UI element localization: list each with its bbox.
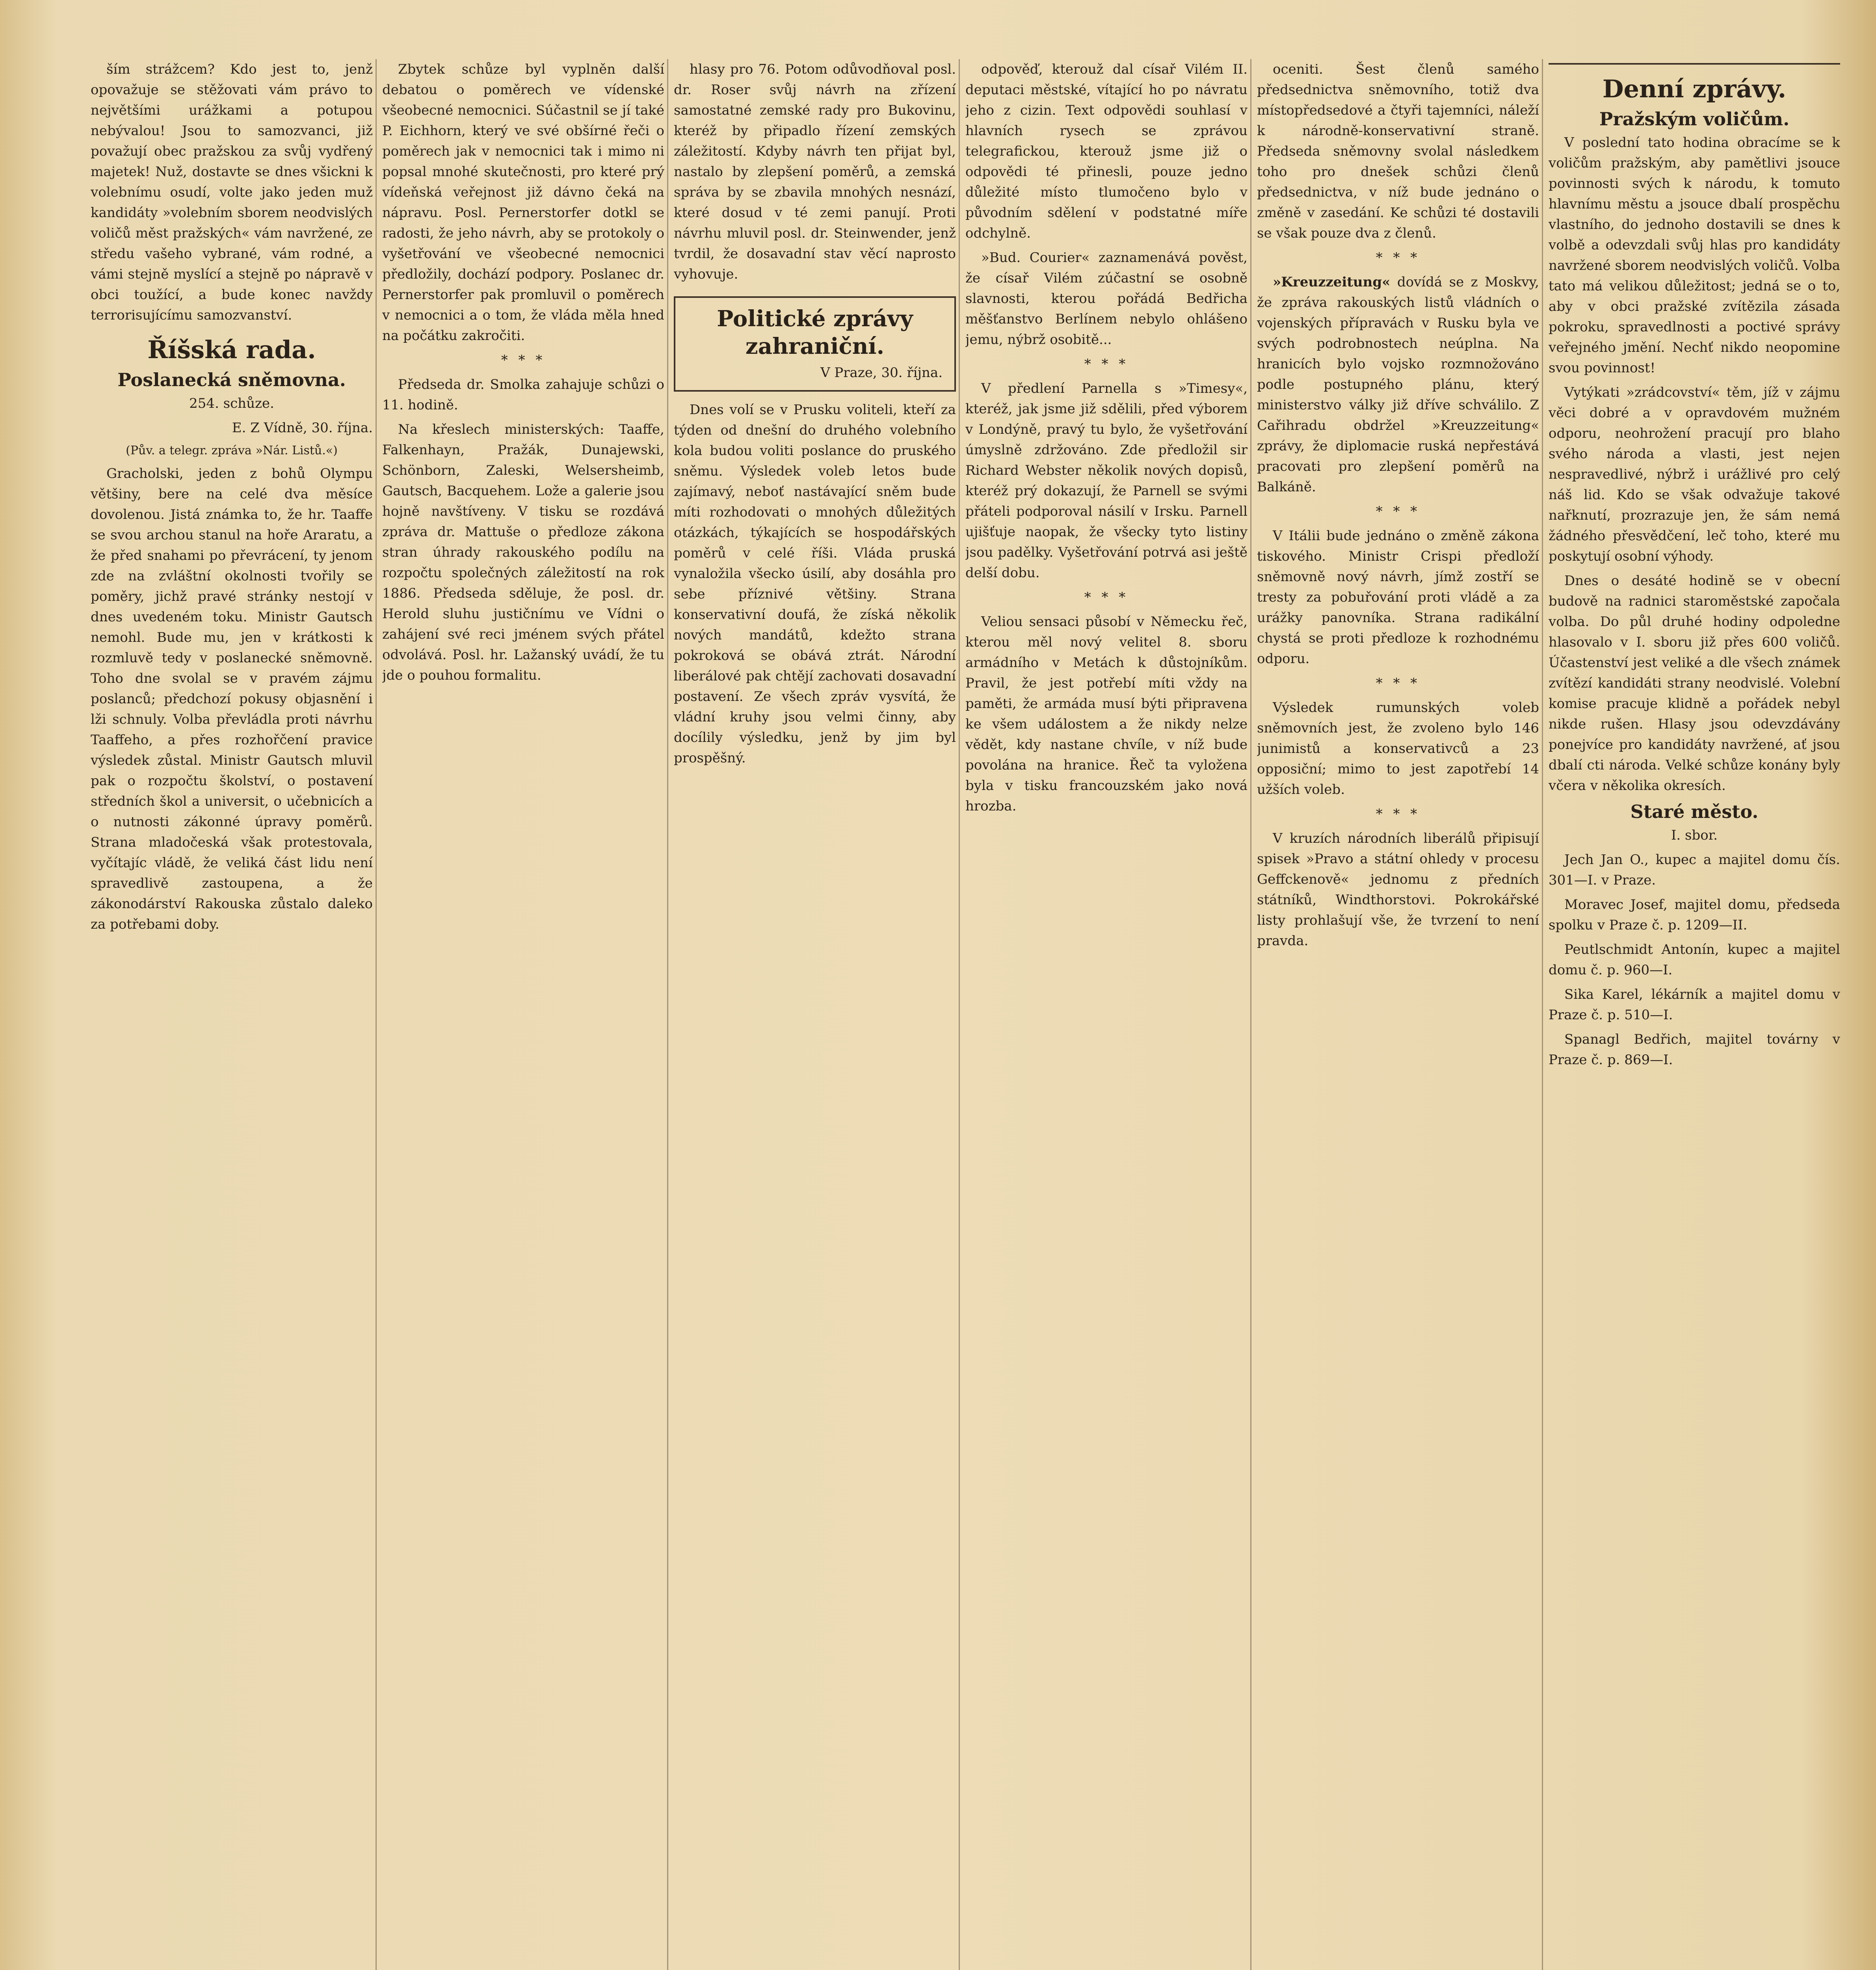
article-text: Vytýkati »zrádcovství« těm, jíž v zájmu věci dobré a v opravdovém mužném odporu, neohrožení pracují pro blaho svého národa a vlasti, jest nejen nespravedlivé, nýbrž i urážlivé pro celý náš lid. Kdo se však odvažuje takové nařknutí, prozrazuje jen, že sám nemá žádného přesvědčení, leč toho, které mu poskytují osobní výhody. [1549, 385, 1840, 564]
column-4 [965, 59, 1248, 1970]
article-text: Předseda dr. Smolka zahajuje schůzi o 11. hodině. [382, 377, 664, 413]
column-1 [91, 59, 373, 1970]
separator-stars: * * * [1084, 356, 1129, 372]
article-text: »Bud. Courier« zaznamenává pověst, že císař Vilém zúčastní se osobně slavnosti, kterou pořádá Bedřicha měšťanstvo Berlínem nebylo ohlášeno jemu, nýbrž osobitě... [965, 250, 1248, 348]
separator-stars: * * * [1084, 589, 1129, 605]
article-text: V předlení Parnella s »Timesy«, kteréž, jak jsme již sdělili, před výborem v Londýně, pravý tu bylo, že vyšetřování úmyslně zdržováno. Zde předložil sir Richard Webster několik nových dopisů, kteréž prý dokazují, že Parnell se svými přáteli podporoval násilí v Irsku. Parnell ujišťuje naopak, že všecky tyto listiny jsou padělky. Vyšetřování potrvá asi ještě delší dobu. [965, 381, 1248, 581]
divider-line [1549, 63, 1840, 65]
article-text: ším strážcem? Kdo jest to, jenž opovažuje se stěžovati vám právo to největšími urážkami a potupou nebývalou! Jsou to samozvanci, již považují obec pražskou za svůj vydřený majetek! Nuž, dostavte se dnes všickni k volebnímu osudí, volte jako jeden muž kandidáty »volebním sborem neodvislých voličů měst pražských« vám navržené, ze středu vašeho vybrané, vám rodné, a vámi stejně myslící a stejně po nápravě v obci toužící, a bude konec navždy terrorisujícímu samozvanství. [91, 61, 373, 323]
separator-stars: * * * [1376, 675, 1420, 691]
article-text: Výsledek rumunských voleb sněmovních jest, že zvoleno bylo 146 junimistů a konservativců a 23 opposiční; mimo to jest zapotřebí 14 užších voleb. [1257, 700, 1539, 797]
article-text: Zbytek schůze byl vyplněn další debatou o poměrech ve vídenské všeobecné nemocnici. Súčastnil se jí také P. Eichhorn, který ve své obšírné řeči o poměrech jak v nemocnici tak i mimo ni popsal mnohé skutečnosti, pro které prý vídeňská veřejnost již dávno čeká na nápravu. Posl. Pernerstorfer dotkl se radosti, že jeho návrh, aby se protokoly o vyšetřování ve všeobecné nemocnici předložily, dochází podpory. Poslanec dr. Pernerstorfer pak promluvil o poměrech v nemocnici a o tom, že vláda měla hned na počátku zakročiti. [382, 61, 664, 344]
newspaper-name: »Kreuzzeitung« [1273, 274, 1391, 290]
article-text: V kruzích národních liberálů připisují spisek »Pravo a státní ohledy v procesu Geffckenově« jednomu z předních státníků, Windthorstovi. Pokrokářské listy prohlašují vše, že tvrzení to není pravda. [1257, 831, 1539, 949]
section-title-rissska-rada: Říšská rada. [147, 335, 316, 364]
column-divider [1542, 59, 1543, 1970]
column-divider [667, 59, 668, 1970]
dateline: E. Z Vídně, 30. října. [232, 420, 373, 436]
article-text: dovídá se z Moskvy, že zpráva rakouských listů vládních o vojenských přípravách v Rusku byla ve svých podrobnostech neúplna. Na hranicích bylo vojsko rozmnožováno podle postupného plánu, který ministerstvo války již dříve schválilo. Z Cařihradu obdržel »Kreuzzeitung« zprávy, že diplomacie ruská nepřestává pracovati pro zlepšení poměrů na Balkáně. [1257, 274, 1539, 495]
column-divider [1250, 59, 1251, 1970]
candidate-entry: Sika Karel, lékárník a majitel domu v Praze č. p. 510—I. [1549, 987, 1840, 1023]
article-text: oceniti. Šest členů samého předsednictva sněmovního, totiž dva místopředsedové a čtyři tajemníci, náleží k národně-konservativní straně. Předseda sněmovny svolal následkem toho pro dnešek schůzi členů předsednictva, v níž bude jednáno o změně v zasedání. Ke schůzi té dostavili se však pouze dva z členů. [1257, 61, 1539, 241]
article-text: V Itálii bude jednáno o změně zákona tiskového. Ministr Crispi předloží sněmovně nový návrh, jímž zostří se tresty za pobuřování proti vládě a za urážky panovníka. Strana radikální chystá se proti předloze k rozhodnému odporu. [1257, 528, 1539, 667]
headline-box [674, 296, 956, 392]
candidate-entry: Jech Jan O., kupec a majitel domu čís. 301—I. v Praze. [1549, 852, 1840, 888]
column-divider [959, 59, 960, 1970]
article-text: V poslední tato hodina obracíme se k voličům pražským, aby pamětlivi jsouce povinnosti svých k národu, k tomuto hlavnímu městu a jsouce dbalí prospěchu vlastního, do jednoho dostavili se dnes k volbě a odevzdali svůj hlas pro kandidáty navržené sborem neodvislých voličů. Volba tato má velikou důležitost; jedná se o to, aby v obci pražské zvítězila zásada pokroku, spravedlnosti a poctivé správy veřejného jmění. Nechť nikdo neopomine svou povinnost! [1549, 135, 1840, 376]
candidate-entry: Moravec Josef, majitel domu, předseda spolku v Praze č. p. 1209—II. [1549, 897, 1840, 933]
article-text: odpověď, kterouž dal císař Vilém II. deputaci městské, vítající ho po návratu jeho z cizin. Text odpovědi souhlasí v hlavních rysech se zprávou telegrafickou, kterouž jsme již o odpovědi té přinesli, pouze jedno důležité místo tlumočeno bylo v původním sdělení v podstatné míře odchylně. [965, 61, 1248, 241]
article-text: Na křeslech ministerských: Taaffe, Falkenhayn, Pražák, Dunajewski, Schönborn, Zaleski, Welsersheimb, Gautsch, Bacquehem. Lože a galerie jsou hojně navštíveny. V tisku se rozdává zpráva dr. Mattuše o předloze zákona stran úhrady rakouského podílu na rozpočtu společných záležitostí na rok 1886. Předseda sděluje, že posl. dr. Herold sluhu justičnímu ve Vídni o zahájení své reci jménem svých přátel odvolává. Posl. hr. Lažanský uvádí, že tu jde o pouhou formalitu. [382, 422, 664, 683]
separator-stars: * * * [1376, 250, 1420, 266]
candidate-entry: Peutlschmidt Antonín, kupec a majitel domu č. p. 960—I. [1549, 942, 1840, 978]
district-subtitle: I. sbor. [1671, 827, 1718, 843]
sitting-number: 254. schůze. [189, 396, 274, 411]
separator-stars: * * * [1376, 504, 1420, 519]
column-2 [382, 59, 664, 1970]
column-5 [1257, 59, 1539, 1970]
separator-stars: * * * [501, 352, 546, 368]
source-note: (Pův. a telegr. zpráva »Nár. Listů.«) [126, 444, 338, 457]
column-6 [1549, 59, 1840, 1970]
separator-stars: * * * [1376, 806, 1420, 822]
dateline: V Praze, 30. října. [820, 365, 943, 381]
column-3 [674, 59, 956, 1970]
section-subtitle: Poslanecká sněmovna. [117, 369, 346, 390]
article-text: Dnes volí se v Prusku voliteli, kteří za týden od dnešní do druhého volebního kola budou voliti poslance do pruského sněmu. Výsledek voleb letos bude zajímavý, neboť nastávající sněm bude míti rozhodovati o mnohých důležitých otázkách, týkajících se hospodářských poměrů v celé říši. Vláda pruská vynaložila všecko úsilí, aby dosáhla pro sebe příznivé většiny. Strana konservativní doufá, že získá několik nových mandátů, kdežto strana pokroková se obává ztrát. Národní liberálové pak chtějí zachovati dosavadní postavení. Ze všech zpráv vysvítá, že vládní kruhy jsou velmi činny, aby docílily výsledku, jenž by jim byl prospěšný. [674, 402, 956, 766]
candidate-entry: Spanagl Bedřich, majitel továrny v Praze č. p. 869—I. [1549, 1031, 1840, 1068]
article-text: Veliou sensaci působí v Německu řeč, kterou měl nový velitel 8. sboru armádního v Metách k důstojníkům. Pravil, že jest potřebí míti vždy na paměti, že armáda musí býti připravena ke všem událostem a že nikdy nelze vědět, kdy nastane chvíle, v níž bude povolána na hranice. Řeč ta vyložena byla v tisku francouzském jako nová hrozba. [965, 614, 1248, 814]
article-text: Gracholski, jeden z bohů Olympu většiny, bere na celé dva měsíce dovolenou. Jistá známka to, že hr. Taaffe se svou archou stanul na hoře Araratu, a že před snahami po převrácení, ty jenom zde na zvláštní okolnosti tvořily se poměry, jichž pravé stránky nestojí v dnes uvedeném toku. Ministr Gautsch nemohl. Bude mu, jen v krátkosti k rozmluvě tedy v poslanecké sněmovně. Toho dne svolal se v pravém zájmu poslanců; předchozí pokusy objasnění i lži schnuly. Volba převládla proti návrhu Taaffeho, a přes rozhořčení pravice výsledek zůstal. Ministr Gautsch mluvil pak o rozpočtu školství, o postavení středních škol a universit, o učebnicích a o nutnosti zákonné úpravy poměrů. Strana mladočeská však protestovala, vyčítajíc vládě, že veliká část lidu není spravedlivě zastoupena, a že zákonodárství Rakouska zůstalo daleko za potřebami doby. [91, 466, 373, 932]
article-text: Dnes o desáté hodině se v obecní budově na radnici staroměstské započala volba. Do půl druhé hodiny odpoledne hlasovalo v I. sboru již přes 600 voličů. Účastenství jest veliké a dle všech známek zvítězí kandidáti strany neodvislé. Volební komise pracuje klidně a pořádek nebyl nikde rušen. Hlasy jsou odevzdávány ponejvíce pro kandidáty navržené, ať jsou dbalí cti národa. Velké schůze konány byly včera v několika okresích. [1549, 573, 1840, 794]
article-text [1257, 272, 1539, 497]
district-title: Staré město. [1630, 801, 1759, 822]
foreign-news-title: Politické zprávy zahraniční. [717, 306, 913, 359]
section-title-denni-zpravy: Denní zprávy. [1602, 74, 1787, 103]
column-divider [376, 59, 377, 1970]
section-subtitle: Pražským voličům. [1599, 108, 1790, 130]
article-text: hlasy pro 76. Potom odůvodňoval posl. dr. Roser svůj návrh na zřízení samostatné zemské rady pro Bukovinu, kteréž by připadlo řízení zemských záležitostí. Kdyby návrh ten přijat byl, nastalo by zlepšení poměrů, a zemská správa by se zbavila mnohých nesnází, které dosud v té zemi panují. Proti návrhu mluvil posl. dr. Steinwender, jenž tvrdil, že dosavadní stav věcí naprosto vyhovuje. [674, 61, 956, 282]
